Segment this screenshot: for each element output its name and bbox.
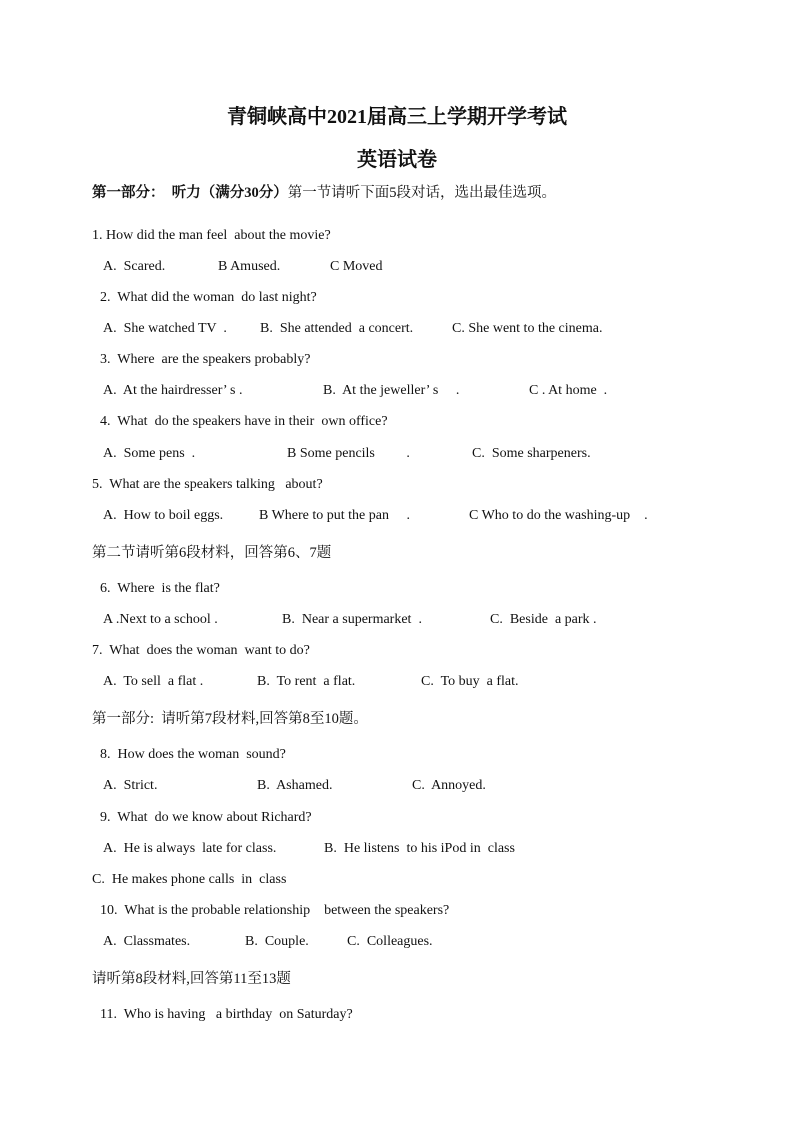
q9-option-a: A. He is always late for class. [103, 841, 277, 856]
q4-option-c: C. Some sharpeners. [472, 446, 591, 461]
q7-option-b: B. To rent a flat. [257, 674, 356, 689]
q10-option-c: C. Colleagues. [347, 934, 433, 949]
question-5: 5. What are the speakers talking about? [92, 477, 323, 492]
q2-option-b: B. She attended a concert. [260, 321, 414, 336]
q9-option-b: B. He listens to his iPod in class [324, 841, 515, 856]
question-2: 2. What did the woman do last night? [100, 290, 317, 305]
section-2-heading: 第二节请听第6段材料，回答第6、7题 [92, 545, 332, 561]
section-4-heading: 请听第8段材料,回答第11至13题 [92, 971, 291, 987]
q1-option-a: A. Scared. [103, 259, 166, 274]
q2-option-c: C. She went to the cinema. [452, 321, 603, 336]
part1-heading [92, 184, 556, 202]
q8-option-a: A. Strict. [103, 778, 158, 793]
q8-option-b: B. Ashamed. [257, 778, 333, 793]
q5-option-b: B Where to put the pan . [259, 508, 410, 523]
q5-option-a: A. How to boil eggs. [103, 508, 224, 523]
question-11: 11. Who is having a birthday on Saturday? [100, 1007, 353, 1022]
part1-heading-rest: 第一节请听下面5段对话，选出最佳选项。 [287, 185, 556, 201]
question-10: 10. What is the probable relationship between the speakers? [100, 903, 450, 918]
question-3: 3. Where are the speakers probably? [100, 352, 311, 367]
q3-option-b: B. At the jeweller’ s . [323, 383, 460, 398]
q1-option-b: B Amused. [218, 259, 281, 274]
exam-subtitle: 英语试卷 [357, 149, 437, 171]
q8-option-c: C. Annoyed. [412, 778, 486, 793]
q2-option-a: A. She watched TV . [103, 321, 227, 336]
q4-option-b: B Some pencils . [287, 446, 410, 461]
q4-option-a: A. Some pens . [103, 446, 196, 461]
q9-option-c: C. He makes phone calls in class [92, 872, 287, 887]
question-8: 8. How does the woman sound? [100, 747, 286, 762]
q7-option-c: C. To buy a flat. [421, 674, 519, 689]
q6-option-b: B. Near a supermarket . [282, 612, 422, 627]
q6-option-a: A .Next to a school . [103, 612, 218, 627]
question-4: 4. What do the speakers have in their own office? [100, 414, 388, 429]
q6-option-c: C. Beside a park . [490, 612, 597, 627]
question-6: 6. Where is the flat? [100, 581, 220, 596]
q7-option-a: A. To sell a flat . [103, 674, 204, 689]
section-3-heading: 第一部分: 请听第7段材料,回答第8至10题。 [92, 711, 368, 727]
q1-option-c: C Moved [330, 259, 383, 274]
q3-option-a: A. At the hairdresser’ s . [103, 383, 243, 398]
question-1: 1. How did the man feel about the movie? [92, 228, 331, 243]
part1-heading-bold: 第一部分： 听力（满分30分） [92, 185, 288, 201]
question-9: 9. What do we know about Richard? [100, 810, 312, 825]
q10-option-b: B. Couple. [245, 934, 309, 949]
exam-title: 青铜峡高中2021届高三上学期开学考试 [227, 106, 567, 128]
question-7: 7. What does the woman want to do? [92, 643, 310, 658]
q10-option-a: A. Classmates. [103, 934, 191, 949]
q5-option-c: C Who to do the washing-up . [469, 508, 648, 523]
q3-option-c: C . At home . [529, 383, 608, 398]
